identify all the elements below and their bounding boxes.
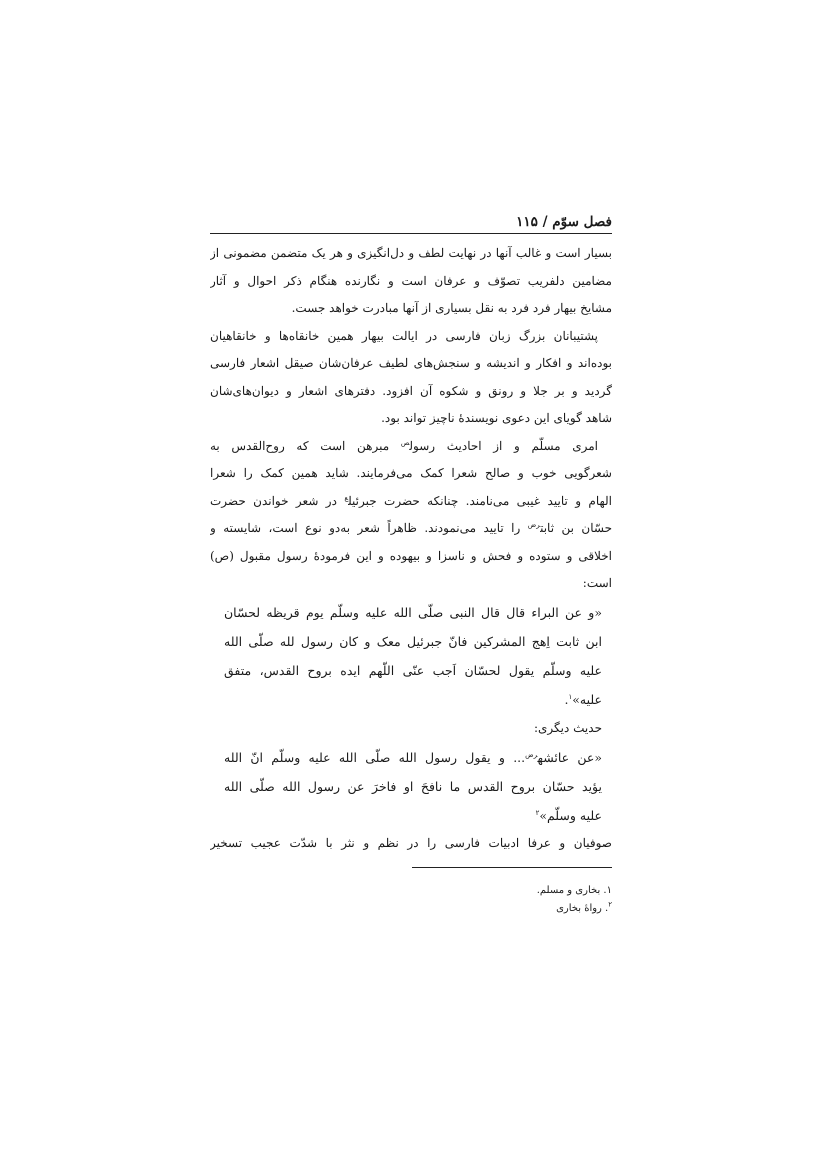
paragraph-line: شاهد گویای این دعوی نویسندۀ ناچیز تواند بود.: [381, 411, 612, 425]
text-run: الهام و تایید غیبی می‌نامند. چنانکه حضرت جبرئیل: [348, 493, 612, 508]
paragraph-line: پشتیبانان بزرگ زبان فارسی در ایالت بیهار همین خانقاه‌ها و خانقاهیان: [210, 328, 598, 343]
text-run: علیه»: [572, 691, 602, 707]
paragraph-line: [210, 433, 612, 461]
text-run: را تایید می‌نمودند. ظاهراً شعر به‌دو نوع است، شایسته و: [210, 521, 528, 535]
text-run: ... و یقول رسول الله صلّی الله علیه وسلّم انّ الله: [224, 749, 526, 765]
hadith-quote-2: [210, 714, 612, 830]
text-run: «عن عائشه: [537, 749, 602, 765]
paragraph-line: بوده‌اند و افکار و اندیشه و سنجش‌های لطیف عرفان‌شان صیقل اشعار فارسی: [210, 356, 612, 370]
quote-line: [224, 743, 602, 772]
text-run: در شعر خواندن حضرت: [210, 493, 345, 508]
running-header: [210, 200, 612, 233]
paragraph-line: [210, 515, 612, 543]
footnote-marker: ۲: [608, 900, 612, 909]
footnote-marker: ۱: [568, 692, 573, 701]
paragraph-1: [210, 240, 612, 323]
main-text: [210, 240, 612, 857]
paragraph-2: [210, 323, 612, 433]
honorific-superscript: رض: [525, 750, 538, 759]
text-run: حسّان بن ثابت: [540, 521, 612, 535]
honorific-superscript: ع: [344, 493, 349, 502]
paragraph-line: اخلاقی و ستوده و فحش و ناسزا و بیهوده و این فرمودۀ رسول مقبول (ص): [210, 548, 612, 563]
paragraph-line: شعرگویی خوب و صالح شعرا کمک می‌فرمایند. شاید همین کمک را شعرا: [210, 466, 612, 480]
quote-line: علیه وسلّم یقول لحسّان اَجب عنّی اللّهم ایده بروح القدس، متفق: [224, 662, 602, 678]
header-rule: [210, 233, 612, 234]
paragraph-line: گردید و بر جلا و رونق و شکوه آن افزود. دفترهای اشعار و دیوان‌های‌شان: [210, 383, 612, 398]
quote-line: یؤید حسّان بروح القدس ما نافحَ او فاخرَ عن رسول الله صلّی الله: [224, 778, 602, 794]
hadith-quote-1: [210, 598, 612, 714]
honorific-superscript: رض: [527, 521, 541, 529]
footnote-2: [210, 900, 612, 918]
quote-line: «و عن البراء قال قال النبی صلّی الله علیه وسلّم یوم قریظه لحسّان: [224, 604, 602, 620]
text-run: علیه وسلّم»: [539, 807, 602, 823]
paragraph-4: [210, 830, 612, 858]
quote-line: ابن ثابت اِهج المشرکین فانّ جبرئیل معک و کان رسول لله صلّی الله: [224, 633, 602, 649]
quote-line: [224, 801, 602, 830]
honorific-superscript: ص: [400, 438, 410, 447]
quote-label: حدیث دیگری:: [533, 720, 602, 735]
paragraph-line: بسیار است و غالب آنها در نهایت لطف و دل‌انگیزی و هر یک متضمن مضمونی از: [210, 246, 612, 260]
quote-line: [224, 685, 602, 714]
book-page: [210, 200, 612, 918]
text-run: مبرهن است که روح‌القدس به: [210, 438, 401, 453]
paragraph-line: است:: [582, 576, 612, 590]
footnotes: [210, 882, 612, 918]
text-run: .: [564, 691, 569, 707]
footnote-1: ۱. بخاری و مسلم.: [536, 885, 612, 896]
paragraph-line: صوفیان و عرفا ادبیات فارسی را در نظم و نثر با شدّت عجیب تسخیر: [210, 835, 612, 850]
running-title: فصل سوّم / ۱۱۵: [516, 214, 612, 230]
footnote-text: . رواۀ بخاری: [556, 903, 609, 914]
footnote-marker: ۲: [535, 808, 540, 817]
text-run: امری مسلّم و از احادیث رسول: [409, 438, 598, 453]
paragraph-line: مشایخ بیهار فرد فرد به نقل بسیاری از آنها مبادرت خواهد جست.: [291, 301, 612, 315]
paragraph-line: مضامین دلفریب تصوّف و عرفان است و نگارنده هنگام ذکر احوال و آثار: [210, 273, 612, 288]
footnote-rule: [412, 867, 612, 868]
paragraph-line: [210, 488, 612, 516]
paragraph-3: [210, 433, 612, 598]
